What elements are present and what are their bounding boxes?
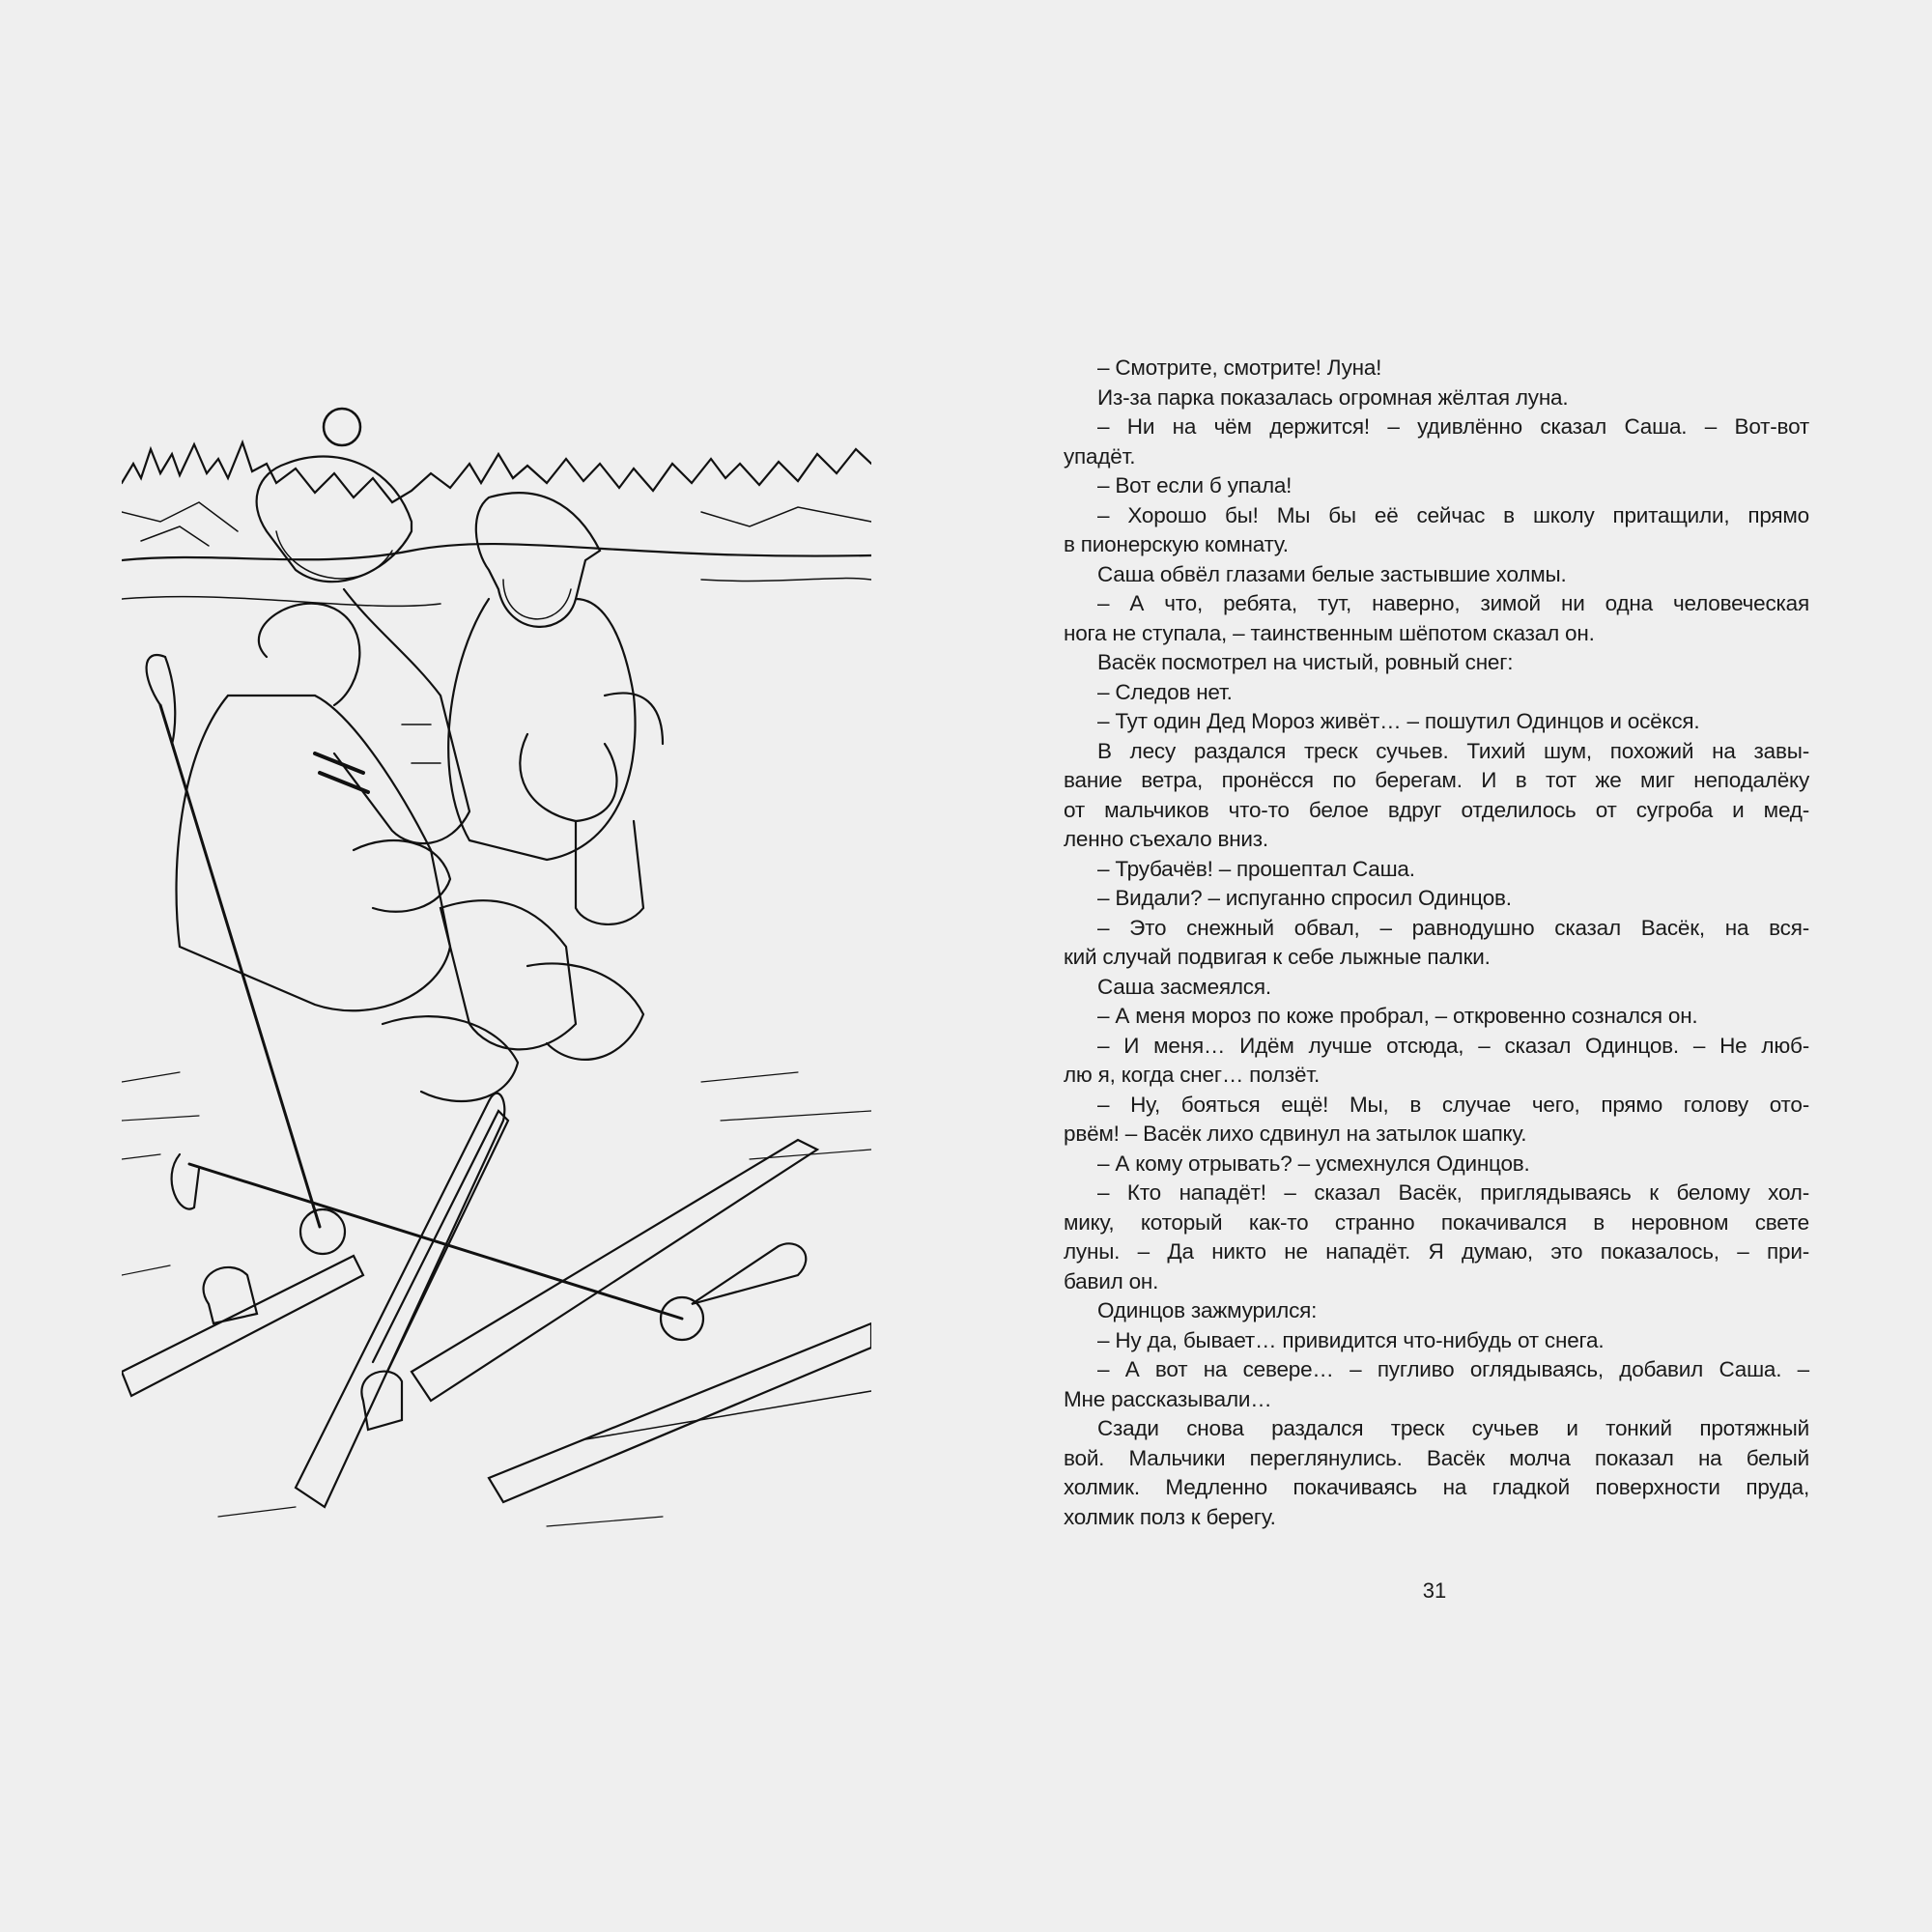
text-line: – А вот на севере… – пугливо оглядываясь, добавил Саша. – bbox=[1097, 1357, 1809, 1381]
text-line: – Ну да, бывает… привидится что-нибудь от снега. bbox=[1097, 1327, 1605, 1352]
boy-right-figure bbox=[448, 493, 663, 924]
paragraph bbox=[1064, 501, 1809, 560]
paragraph bbox=[1064, 1091, 1809, 1150]
paragraph bbox=[1064, 914, 1809, 973]
text-line: В лесу раздался треск сучьев. Тихий шум, похожий на завы- bbox=[1097, 738, 1809, 763]
ski-poles bbox=[147, 655, 807, 1340]
text-line: – А меня мороз по коже пробрал, – откровенно сознался он. bbox=[1097, 1004, 1698, 1028]
text-line: мику, который как-то странно покачивался в неровном свете bbox=[1064, 1209, 1809, 1235]
paragraph bbox=[1064, 471, 1809, 501]
page-number: 31 bbox=[1422, 1578, 1447, 1603]
moon-icon bbox=[324, 409, 360, 445]
text-line: ленно съехало вниз. bbox=[1064, 827, 1268, 851]
text-line: в пионерскую комнату. bbox=[1064, 532, 1289, 556]
text-line: – Хорошо бы! Мы бы её сейчас в школу притащили, прямо bbox=[1097, 502, 1809, 527]
text-line: холмик полз к берегу. bbox=[1064, 1504, 1276, 1529]
text-line: – Кто нападёт! – сказал Васёк, приглядываясь к белому хол- bbox=[1097, 1180, 1809, 1205]
paragraph bbox=[1064, 678, 1809, 708]
text-line: – Ни на чём держится! – удивлённо сказал Саша. – Вот-вот bbox=[1097, 414, 1809, 439]
paragraph bbox=[1064, 1326, 1809, 1356]
text-line: – Тут один Дед Мороз живёт… – пошутил Одинцов и осёкся. bbox=[1097, 709, 1700, 733]
text-line: Васёк посмотрел на чистый, ровный снег: bbox=[1097, 650, 1514, 674]
text-line: – Трубачёв! – прошептал Саша. bbox=[1097, 856, 1415, 881]
text-line: – Вот если б упала! bbox=[1097, 473, 1293, 497]
text-line: упадёт. bbox=[1064, 443, 1136, 469]
forest-treeline bbox=[122, 442, 871, 606]
text-line: Саша обвёл глазами белые застывшие холмы. bbox=[1097, 561, 1567, 586]
text-line: вание ветра, пронёсся по берегам. И в тот же миг неподалёку bbox=[1064, 768, 1809, 792]
text-line: – Это снежный обвал, – равнодушно сказал Васёк, на вся- bbox=[1097, 915, 1809, 940]
paragraph bbox=[1064, 737, 1809, 855]
illustration-winter-scene bbox=[122, 406, 871, 1536]
text-line: – А кому отрывать? – усмехнулся Одинцов. bbox=[1097, 1151, 1530, 1176]
text-column bbox=[1064, 354, 1809, 1532]
paragraph bbox=[1064, 884, 1809, 914]
paragraph bbox=[1064, 1032, 1809, 1091]
paragraph bbox=[1064, 1296, 1809, 1326]
text-line: лю я, когда снег… ползёт. bbox=[1064, 1063, 1321, 1087]
snow-ground-hatching bbox=[122, 1072, 871, 1526]
text-line: Одинцов зажмурился: bbox=[1097, 1298, 1318, 1322]
paragraph bbox=[1064, 589, 1809, 648]
text-line: нога не ступала, – таинственным шёпотом сказал он. bbox=[1064, 620, 1595, 645]
text-line: – Видали? – испуганно спросил Одинцов. bbox=[1097, 886, 1512, 910]
text-line: от мальчиков что-то белое вдруг отделилось от сугроба и мед- bbox=[1064, 797, 1809, 822]
paragraph bbox=[1064, 1355, 1809, 1414]
boy-middle-figure bbox=[257, 457, 469, 844]
text-line: Саша засмеялся. bbox=[1097, 974, 1271, 999]
paragraph bbox=[1064, 855, 1809, 885]
paragraph bbox=[1064, 1150, 1809, 1179]
paragraph bbox=[1064, 1414, 1809, 1532]
text-line: Сзади снова раздался треск сучьев и тонкий протяжный bbox=[1097, 1416, 1809, 1440]
paragraph bbox=[1064, 354, 1809, 384]
boy-left-figure bbox=[177, 604, 450, 1011]
text-line: – Следов нет. bbox=[1097, 679, 1233, 704]
paragraph bbox=[1064, 707, 1809, 737]
text-line: – А что, ребята, тут, наверно, зимой ни одна человеческая bbox=[1097, 591, 1809, 615]
paragraph bbox=[1064, 1002, 1809, 1032]
text-line: бавил он. bbox=[1064, 1268, 1159, 1293]
text-line: луны. – Да никто не нападёт. Я думаю, это показалось, – при- bbox=[1064, 1239, 1809, 1264]
text-line: – И меня… Идём лучше отсюда, – сказал Одинцов. – Не люб- bbox=[1097, 1033, 1809, 1058]
skis bbox=[122, 1094, 871, 1507]
text-line: – Ну, бояться ещё! Мы, в случае чего, прямо голову ото- bbox=[1097, 1092, 1809, 1117]
paragraph bbox=[1064, 412, 1809, 471]
paragraph bbox=[1064, 384, 1809, 413]
paragraph bbox=[1064, 648, 1809, 678]
text-line: – Смотрите, смотрите! Луна! bbox=[1097, 355, 1382, 380]
text-line: рвём! – Васёк лихо сдвинул на затылок шапку. bbox=[1064, 1122, 1527, 1146]
text-line: Из-за парка показалась огромная жёлтая луна. bbox=[1097, 384, 1569, 410]
paragraph bbox=[1064, 560, 1809, 590]
text-line: Мне рассказывали… bbox=[1064, 1386, 1272, 1411]
text-line: кий случай подвигая к себе лыжные палки. bbox=[1064, 945, 1491, 969]
paragraph bbox=[1064, 973, 1809, 1003]
text-line: холмик. Медленно покачиваясь на гладкой поверхности пруда, bbox=[1064, 1475, 1809, 1499]
text-line: вой. Мальчики переглянулись. Васёк молча показал на белый bbox=[1064, 1445, 1809, 1470]
boots bbox=[383, 900, 643, 1101]
paragraph bbox=[1064, 1179, 1809, 1296]
